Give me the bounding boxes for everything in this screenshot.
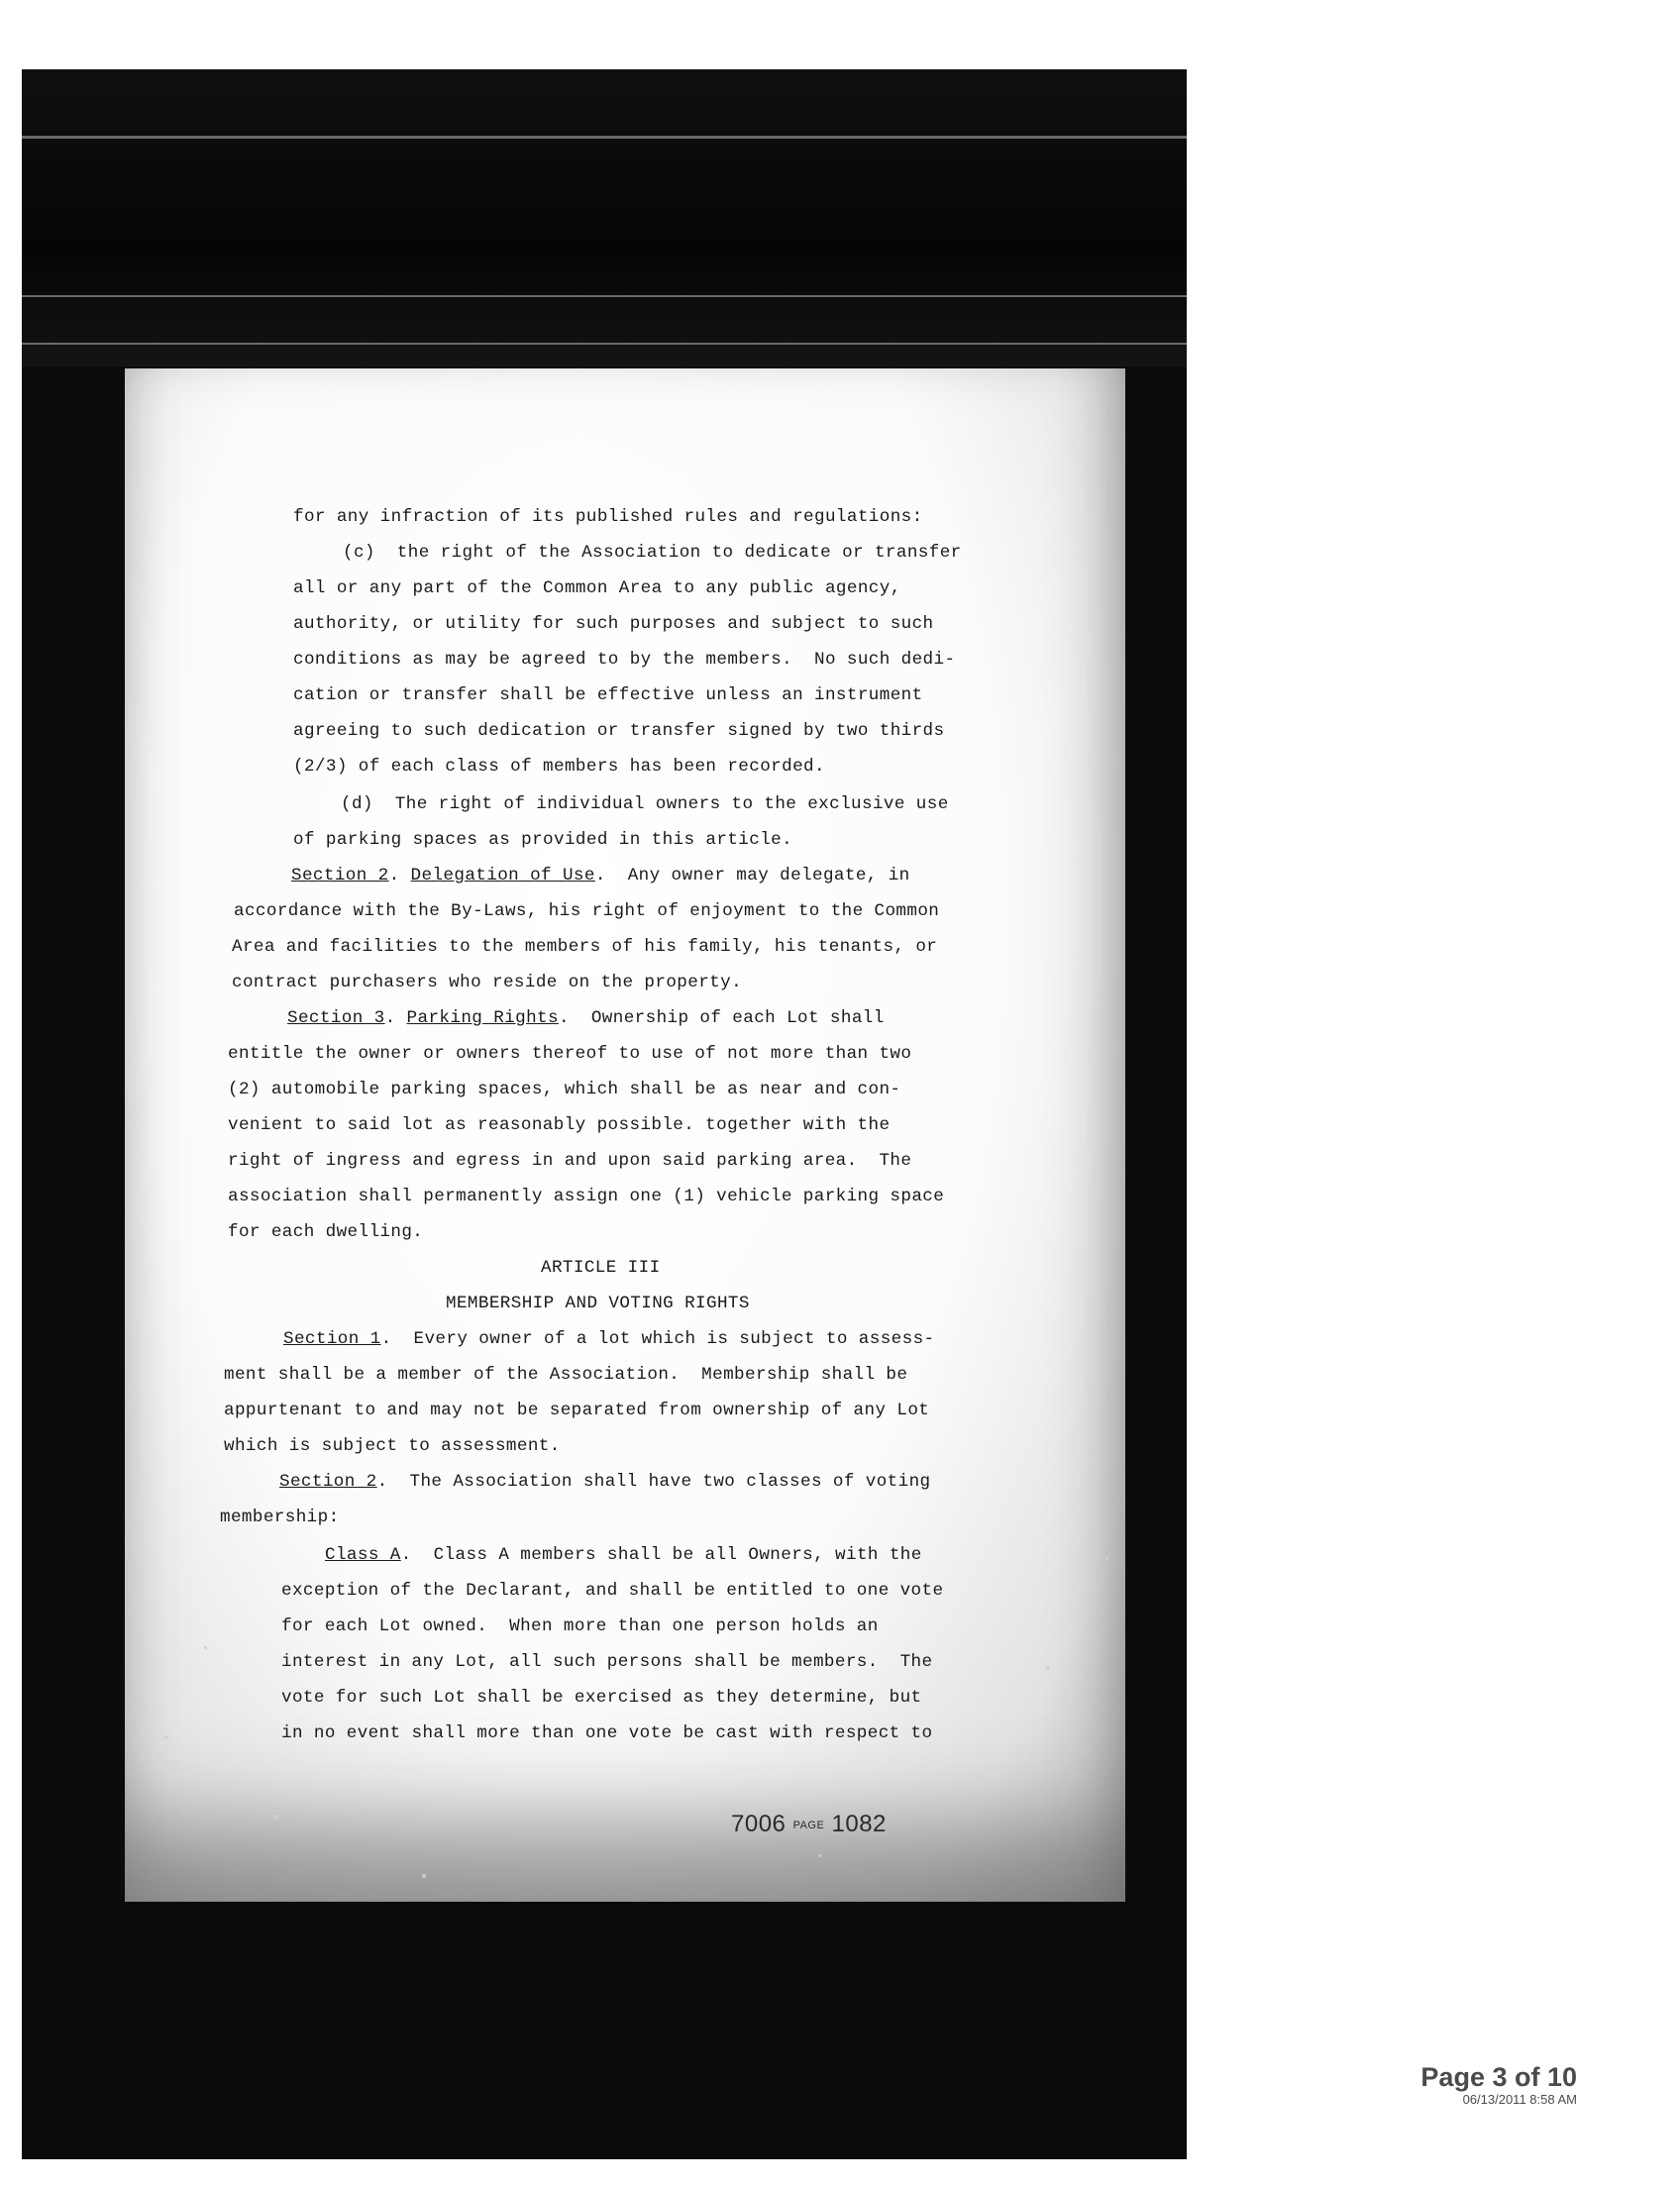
underlined-heading: Section 2 [291,866,389,885]
text-line [224,1364,907,1386]
scan-artifact-line [22,343,1187,345]
scan-speck [1046,1666,1050,1670]
text-segment: membership: [220,1508,340,1527]
book-number: 7006 [731,1811,787,1837]
text-line [281,1615,879,1637]
text-segment: agreeing to such dedication or transfer signed by two thirds [293,721,945,741]
text-line [281,1687,922,1709]
text-line [343,542,962,564]
text-line [224,1400,929,1421]
text-segment: (2) automobile parking spaces, which shall be as near and con- [228,1080,901,1099]
text-line [281,1580,943,1602]
text-line [287,1007,885,1029]
scan-artifact-line [22,136,1187,139]
text-segment: accordance with the By-Laws, his right of enjoyment to the Common [234,901,940,921]
text-segment: MEMBERSHIP AND VOTING RIGHTS [446,1294,750,1313]
page-number: 1082 [831,1811,887,1837]
text-line [228,1114,890,1136]
text-segment: . Ownership of each Lot shall [558,1008,885,1028]
scanned-page [125,368,1125,1902]
text-segment: cation or transfer shall be effective unless an instrument [293,685,923,705]
underlined-heading: Section 3 [287,1008,385,1028]
scan-speck [1105,1557,1108,1560]
text-segment: vote for such Lot shall be exercised as they determine, but [281,1688,922,1708]
scan-speck [273,1815,278,1820]
text-segment: conditions as may be agreed to by the members. No such dedi- [293,650,956,670]
text-line [293,577,901,599]
scan-speck [164,1735,168,1739]
text-line [293,829,792,851]
text-segment: association shall permanently assign one (1) vehicle parking space [228,1187,945,1206]
text-line [293,756,825,778]
text-line [325,1544,922,1566]
text-segment: of parking spaces as provided in this article. [293,830,793,850]
scan-speck [977,1775,980,1778]
text-line [291,865,910,886]
text-segment: all or any part of the Common Area to any public agency, [293,578,901,598]
text-segment: for each Lot owned. When more than one person holds an [281,1616,879,1636]
document-body [125,368,1125,1902]
text-segment: . Class A members shall be all Owners, with the [400,1545,922,1565]
text-line [293,506,923,528]
text-segment: interest in any Lot, all such persons shall be members. The [281,1652,933,1672]
text-segment: Area and facilities to the members of his family, his tenants, or [232,937,938,957]
text-segment: contract purchasers who reside on the property. [232,973,743,992]
text-segment: venient to said lot as reasonably possible. together with the [228,1115,891,1135]
text-line [293,649,955,671]
text-line [281,1651,932,1673]
text-segment: . Any owner may delegate, in [594,866,910,885]
text-segment: . Every owner of a lot which is subject to assess- [380,1329,935,1349]
text-line [281,1722,932,1744]
print-timestamp: 06/13/2011 8:58 AM [1462,2092,1577,2107]
text-line [293,613,934,635]
scan-speck [204,1646,207,1649]
text-segment: (c) the right of the Association to dedicate or transfer [343,543,962,563]
text-line [220,1507,340,1528]
underlined-heading: Delegation of Use [410,866,595,885]
text-segment: right of ingress and egress in and upon said parking area. The [228,1151,912,1171]
scan-top-band [22,69,1187,366]
scan-speck [422,1874,426,1878]
text-segment: authority, or utility for such purposes and subject to such [293,614,934,634]
text-line [341,793,949,815]
page-count-label: Page 3 of 10 [1420,2062,1577,2092]
text-segment: . [384,1008,407,1028]
text-line [228,1079,900,1100]
text-segment: entitle the owner or owners thereof to use of not more than two [228,1044,912,1064]
text-segment: appurtenant to and may not be separated from ownership of any Lot [224,1401,930,1420]
text-segment: (d) The right of individual owners to the exclusive use [341,794,949,814]
text-line [293,684,923,706]
underlined-heading: Parking Rights [406,1008,559,1028]
recording-book-page-number [731,1811,887,1838]
underlined-heading: Section 1 [283,1329,381,1349]
text-segment: ment shall be a member of the Association. Membership shall be [224,1365,908,1385]
underlined-heading: Section 2 [279,1472,377,1492]
text-segment: for each dwelling. [228,1222,424,1242]
text-segment: ARTICLE III [541,1258,661,1278]
scan-speck [818,1854,821,1857]
text-line [228,1150,911,1172]
page-label: PAGE [792,1820,825,1831]
text-segment: . [388,866,411,885]
text-line [228,1186,944,1207]
text-segment: . The Association shall have two classes of voting [376,1472,931,1492]
text-segment: (2/3) of each class of members has been recorded. [293,757,825,777]
text-line [283,1328,934,1350]
text-line [228,1221,423,1243]
text-line [293,720,944,742]
underlined-heading: Class A [325,1545,401,1565]
text-segment: in no event shall more than one vote be cast with respect to [281,1723,933,1743]
text-line [234,900,939,922]
text-line [446,1293,750,1314]
text-segment: which is subject to assessment. [224,1436,561,1456]
page-indicator [1420,2062,1577,2107]
text-line [228,1043,911,1065]
text-line [232,972,742,993]
text-line [232,936,937,958]
text-line [279,1471,930,1493]
text-segment: exception of the Declarant, and shall be entitled to one vote [281,1581,944,1601]
text-line [224,1435,561,1457]
text-segment: for any infraction of its published rules and regulations: [293,507,923,527]
text-line [541,1257,661,1279]
scan-artifact-line [22,295,1187,297]
